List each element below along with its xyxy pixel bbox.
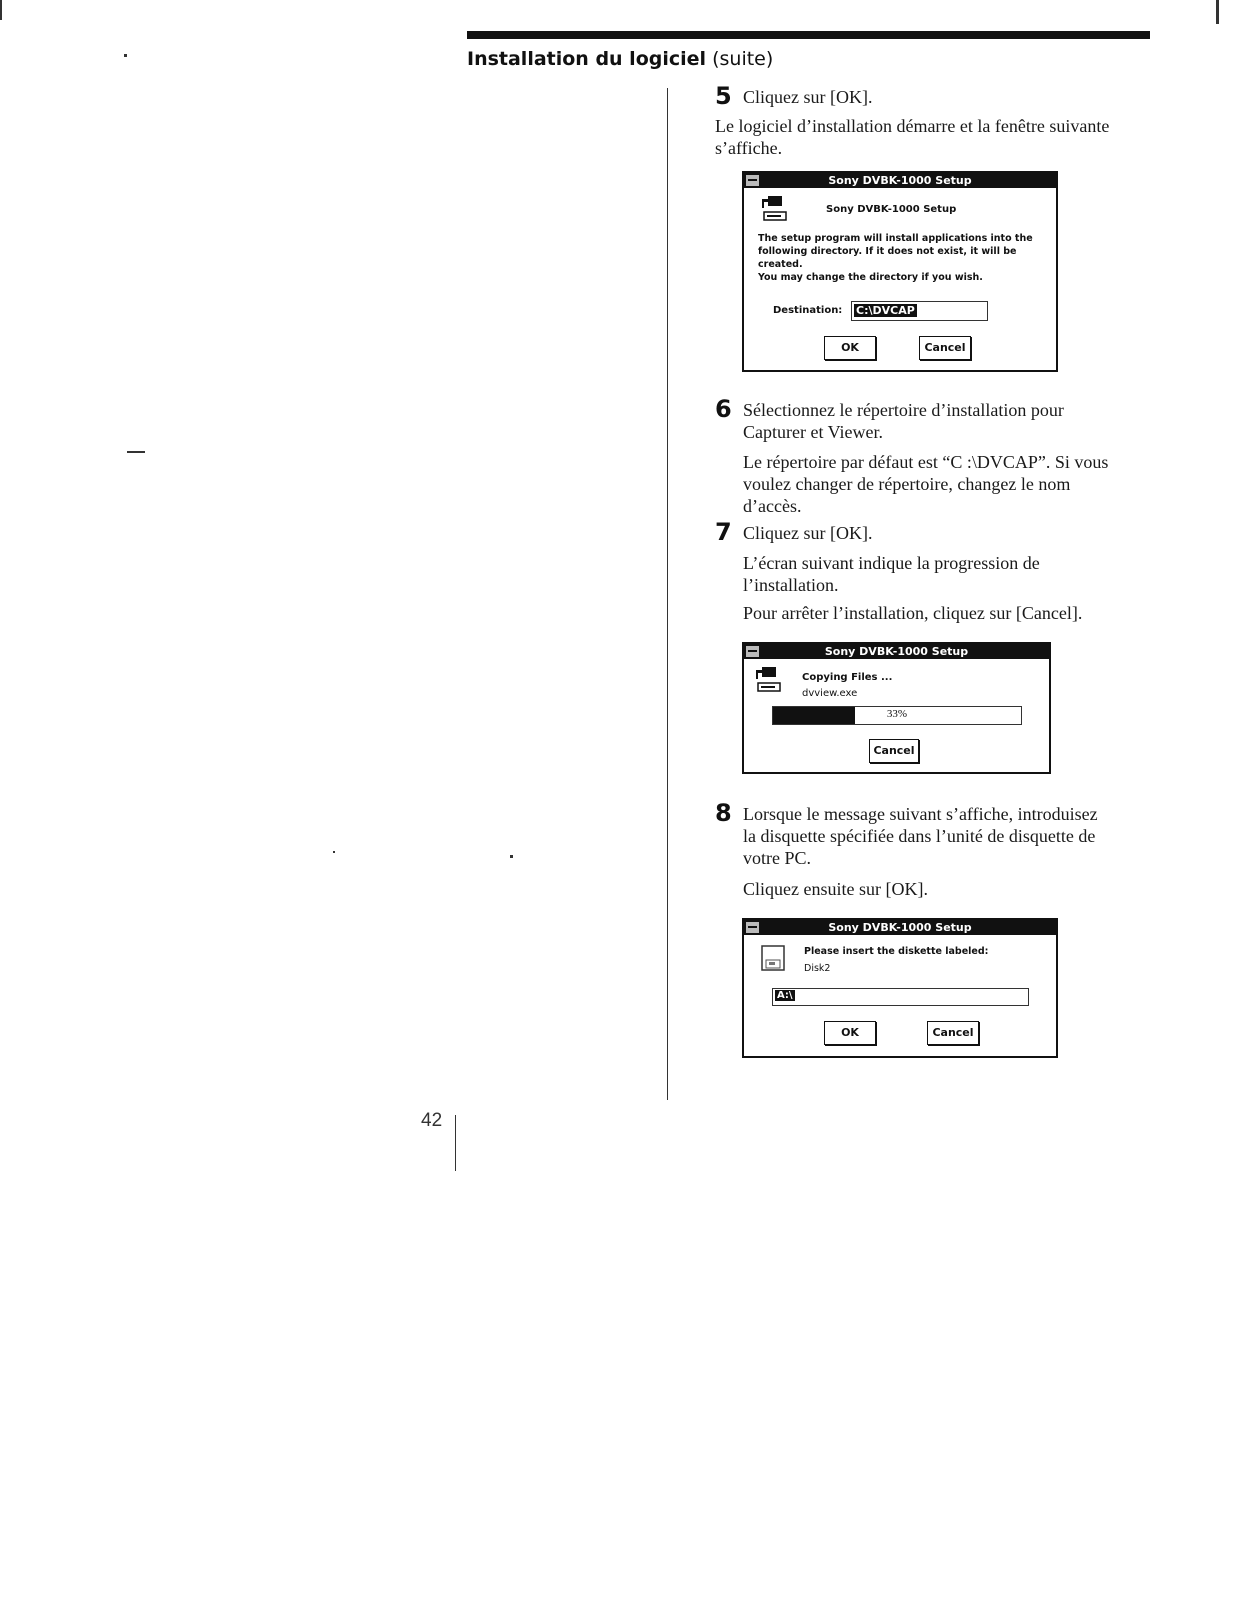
- insert-diskette-dialog: [742, 918, 1058, 1058]
- scan-speck: [510, 855, 513, 858]
- disk-label: Disk2: [804, 963, 831, 974]
- setup-destination-dialog: [742, 171, 1058, 372]
- dialog-title: Sony DVBK-1000 Setup: [828, 921, 972, 934]
- dialog-title-bar: [744, 920, 1056, 935]
- body-line: s’affiche.: [715, 138, 783, 158]
- diskette-icon: [760, 944, 786, 972]
- step-text: Cliquez sur [OK].: [743, 87, 873, 107]
- step-7-cancel-note: Pour arrêter l’installation, cliquez sur [Cancel].: [743, 603, 1083, 623]
- dialog-heading: Sony DVBK-1000 Setup: [826, 204, 957, 215]
- body-line: L’écran suivant indique la progression de: [743, 553, 1040, 573]
- dialog-title-bar: [744, 173, 1056, 188]
- scan-speck: [127, 451, 145, 453]
- step-number: 7: [715, 518, 732, 546]
- message-line: The setup program will install applications into the: [758, 233, 1033, 244]
- body-line: voulez changer de répertoire, changez le nom: [743, 474, 1071, 494]
- message-line: You may change the directory if you wish.: [758, 272, 983, 283]
- ok-button[interactable]: [824, 1021, 876, 1045]
- column-divider: [667, 88, 668, 1100]
- step-text: [743, 803, 1098, 869]
- progress-percent: 33%: [886, 708, 908, 720]
- path-input[interactable]: [772, 988, 1029, 1006]
- page-number-rule: [455, 1115, 456, 1171]
- cancel-button[interactable]: [927, 1021, 979, 1045]
- insert-message: Please insert the diskette labeled:: [804, 946, 989, 957]
- cancel-button[interactable]: [919, 336, 971, 360]
- step-line: Lorsque le message suivant s’affiche, introduisez: [743, 804, 1098, 824]
- progress-bar: [772, 706, 1022, 725]
- body-line: Le répertoire par défaut est “C :\DVCAP”. Si vous: [743, 452, 1109, 472]
- path-value: A:\: [777, 990, 793, 1001]
- ok-button[interactable]: [824, 336, 876, 360]
- ok-label: OK: [841, 341, 859, 354]
- scan-edge-mark: [0, 0, 2, 20]
- scan-speck: [124, 54, 127, 57]
- top-rule: [467, 31, 1150, 39]
- destination-value: C:\DVCAP: [856, 304, 915, 317]
- section-title-suffix: (suite): [712, 48, 774, 70]
- step-8-body: Cliquez ensuite sur [OK].: [743, 879, 928, 899]
- system-menu-icon[interactable]: [746, 922, 759, 933]
- body-line: d’accès.: [743, 496, 802, 516]
- step-7-body: [743, 552, 1040, 596]
- step-5-body: [715, 115, 1109, 159]
- copy-status: Copying Files ...: [802, 672, 893, 683]
- step-number: 8: [715, 799, 732, 827]
- ok-label: OK: [841, 1026, 859, 1039]
- message-line: created.: [758, 259, 803, 270]
- dialog-title: Sony DVBK-1000 Setup: [824, 645, 969, 658]
- system-menu-icon[interactable]: [746, 646, 759, 657]
- section-title: [467, 48, 773, 70]
- scan-edge-mark: [1216, 0, 1219, 24]
- dialog-message: [758, 232, 1033, 284]
- step-line: la disquette spécifiée dans l’unité de disquette de: [743, 826, 1096, 846]
- step-line: Sélectionnez le répertoire d’installation pour: [743, 400, 1064, 420]
- cancel-label: Cancel: [873, 744, 915, 757]
- page-number: 42: [421, 1110, 443, 1131]
- copying-files-dialog: [742, 642, 1051, 774]
- cancel-label: Cancel: [932, 1026, 974, 1039]
- step-number: 6: [715, 395, 732, 423]
- step-number: 5: [715, 82, 732, 110]
- computer-icon: [756, 666, 782, 694]
- step-line: Capturer et Viewer.: [743, 422, 884, 442]
- destination-input[interactable]: [851, 301, 988, 321]
- scan-speck: [333, 851, 335, 853]
- step-line: votre PC.: [743, 848, 812, 868]
- computer-icon: [762, 195, 788, 223]
- cancel-button[interactable]: [869, 739, 919, 763]
- dialog-title-bar: [744, 644, 1049, 659]
- step-text: [743, 399, 1064, 443]
- section-title-bold: Installation du logiciel: [467, 48, 707, 70]
- body-line: l’installation.: [743, 575, 839, 595]
- destination-label: Destination:: [773, 305, 843, 316]
- dialog-title: Sony DVBK-1000 Setup: [828, 174, 972, 187]
- system-menu-icon[interactable]: [746, 175, 759, 186]
- message-line: following directory. If it does not exist, it will be: [758, 246, 1017, 257]
- step-6-body: [743, 451, 1108, 517]
- body-line: Le logiciel d’installation démarre et la fenêtre suivante: [715, 116, 1110, 136]
- cancel-label: Cancel: [924, 341, 966, 354]
- step-text: Cliquez sur [OK].: [743, 523, 873, 543]
- current-file: dvview.exe: [802, 688, 858, 699]
